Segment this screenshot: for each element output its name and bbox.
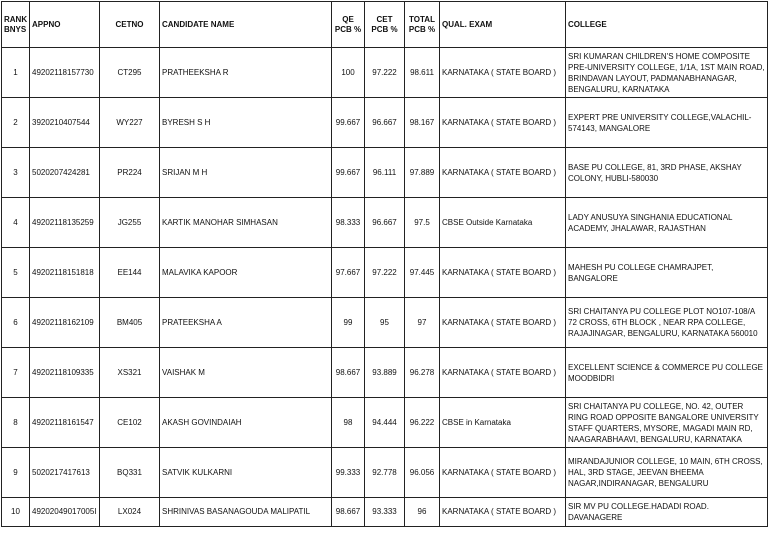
candidate-name-cell: AKASH GOVINDAIAH [160,398,332,448]
header-total-pcb: TOTAL PCB % [405,2,440,48]
cetno-cell: PR224 [100,148,160,198]
college-cell: SIR MV PU COLLEGE.HADADI ROAD. DAVANAGERE [566,498,768,527]
cet-pcb-cell: 93.333 [365,498,405,527]
appno-cell: 49202118135259 [30,198,100,248]
cetno-cell: XS321 [100,348,160,398]
appno-cell: 49202118109335 [30,348,100,398]
qe-pcb-cell: 98 [332,398,365,448]
qual-exam-cell: KARNATAKA ( STATE BOARD ) [440,98,566,148]
rank-table [1,1,768,527]
qe-pcb-cell: 98.333 [332,198,365,248]
appno-cell: 5020207424281 [30,148,100,198]
qual-exam-cell: CBSE Outside Karnataka [440,198,566,248]
total-pcb-cell: 96 [405,498,440,527]
cet-pcb-cell: 92.778 [365,448,405,498]
header-qe-pcb: QE PCB % [332,2,365,48]
candidate-name-cell: PRATEEKSHA A [160,298,332,348]
college-cell: MIRANDAJUNIOR COLLEGE, 10 MAIN, 6TH CROSS, HAL, 3RD STAGE, JEEVAN BHEEMA NAGAR,INDIRANAGAR, BENGALURU [566,448,768,498]
qual-exam-cell: CBSE in Karnataka [440,398,566,448]
cet-pcb-cell: 96.667 [365,98,405,148]
header-appno: APPNO [30,2,100,48]
cet-pcb-cell: 97.222 [365,48,405,98]
candidate-name-cell: PRATHEEKSHA R [160,48,332,98]
cet-pcb-cell: 96.667 [365,198,405,248]
rank-cell: 8 [2,398,30,448]
rank-cell: 2 [2,98,30,148]
cet-pcb-cell: 95 [365,298,405,348]
table-row [2,348,768,398]
qe-pcb-cell: 98.667 [332,348,365,398]
cet-pcb-cell: 93.889 [365,348,405,398]
qual-exam-cell: KARNATAKA ( STATE BOARD ) [440,48,566,98]
qe-pcb-cell: 98.667 [332,498,365,527]
candidate-name-cell: SATVIK KULKARNI [160,448,332,498]
candidate-name-cell: BYRESH S H [160,98,332,148]
qual-exam-cell: KARNATAKA ( STATE BOARD ) [440,448,566,498]
total-pcb-cell: 98.167 [405,98,440,148]
appno-cell: 49202118162109 [30,298,100,348]
qual-exam-cell: KARNATAKA ( STATE BOARD ) [440,298,566,348]
table-row [2,448,768,498]
total-pcb-cell: 98.611 [405,48,440,98]
header-candidate-name: CANDIDATE NAME [160,2,332,48]
qe-pcb-cell: 100 [332,48,365,98]
candidate-name-cell: SRIJAN M H [160,148,332,198]
qual-exam-cell: KARNATAKA ( STATE BOARD ) [440,348,566,398]
appno-cell: 49202049017005I [30,498,100,527]
appno-cell: 5020217417613 [30,448,100,498]
total-pcb-cell: 96.222 [405,398,440,448]
qe-pcb-cell: 99.667 [332,98,365,148]
qe-pcb-cell: 99 [332,298,365,348]
cetno-cell: WY227 [100,98,160,148]
rank-cell: 9 [2,448,30,498]
table-row [2,48,768,98]
cet-pcb-cell: 94.444 [365,398,405,448]
rank-cell: 4 [2,198,30,248]
header-row [2,2,768,48]
table-row [2,198,768,248]
table-row [2,148,768,198]
cetno-cell: CE102 [100,398,160,448]
table-row [2,298,768,348]
header-qual-exam: QUAL. EXAM [440,2,566,48]
table-row [2,498,768,527]
college-cell: EXPERT PRE UNIVERSITY COLLEGE,VALACHIL- 574143, MANGALORE [566,98,768,148]
total-pcb-cell: 97.5 [405,198,440,248]
total-pcb-cell: 96.056 [405,448,440,498]
header-rank: RANK BNYS [2,2,30,48]
table-row [2,248,768,298]
qe-pcb-cell: 97.667 [332,248,365,298]
college-cell: SRI KUMARAN CHILDREN'S HOME COMPOSITE PRE-UNIVERSITY COLLEGE, 1/1A, 1ST MAIN ROAD, BRINDAVAN LAYOUT, PADMANABHANAGAR, BENGALURU, KARNATAKA [566,48,768,98]
qe-pcb-cell: 99.333 [332,448,365,498]
rank-cell: 10 [2,498,30,527]
cet-pcb-cell: 96.111 [365,148,405,198]
total-pcb-cell: 96.278 [405,348,440,398]
header-college: COLLEGE [566,2,768,48]
appno-cell: 3920210407544 [30,98,100,148]
cetno-cell: LX024 [100,498,160,527]
college-cell: SRI CHAITANYA PU COLLEGE PLOT NO107-108/A 72 CROSS, 6TH BLOCK , NEAR RPA COLLEGE, RAJAJINAGAR, BENGALURU, KARNATAKA 560010 [566,298,768,348]
total-pcb-cell: 97.889 [405,148,440,198]
qual-exam-cell: KARNATAKA ( STATE BOARD ) [440,148,566,198]
qual-exam-cell: KARNATAKA ( STATE BOARD ) [440,498,566,527]
header-cetno: CETNO [100,2,160,48]
cet-pcb-cell: 97.222 [365,248,405,298]
college-cell: LADY ANUSUYA SINGHANIA EDUCATIONAL ACADEMY, JHALAWAR, RAJASTHAN [566,198,768,248]
college-cell: MAHESH PU COLLEGE CHAMRAJPET, BANGALORE [566,248,768,298]
table-row [2,98,768,148]
appno-cell: 49202118157730 [30,48,100,98]
header-cet-pcb: CET PCB % [365,2,405,48]
rank-cell: 3 [2,148,30,198]
college-cell: EXCELLENT SCIENCE & COMMERCE PU COLLEGE MOODBIDRI [566,348,768,398]
appno-cell: 49202118161547 [30,398,100,448]
rank-cell: 1 [2,48,30,98]
rank-cell: 5 [2,248,30,298]
candidate-name-cell: SHRINIVAS BASANAGOUDA MALIPATIL [160,498,332,527]
cetno-cell: JG255 [100,198,160,248]
cetno-cell: EE144 [100,248,160,298]
candidate-name-cell: MALAVIKA KAPOOR [160,248,332,298]
rank-cell: 6 [2,298,30,348]
appno-cell: 49202118151818 [30,248,100,298]
college-cell: SRI CHAITANYA PU COLLEGE, NO. 42, OUTER RING ROAD OPPOSITE BANGALORE UNIVERSITY STAFF QUARTERS, MYSORE, MAGADI MAIN RD, NAAGARABHAAVI, BENGALURU, KARNATAKA [566,398,768,448]
college-cell: BASE PU COLLEGE, 81, 3RD PHASE, AKSHAY COLONY, HUBLI-580030 [566,148,768,198]
candidate-name-cell: KARTIK MANOHAR SIMHASAN [160,198,332,248]
total-pcb-cell: 97.445 [405,248,440,298]
candidate-name-cell: VAISHAK M [160,348,332,398]
cetno-cell: BQ331 [100,448,160,498]
qual-exam-cell: KARNATAKA ( STATE BOARD ) [440,248,566,298]
total-pcb-cell: 97 [405,298,440,348]
qe-pcb-cell: 99.667 [332,148,365,198]
table-row [2,398,768,448]
rank-cell: 7 [2,348,30,398]
cetno-cell: CT295 [100,48,160,98]
cetno-cell: BM405 [100,298,160,348]
